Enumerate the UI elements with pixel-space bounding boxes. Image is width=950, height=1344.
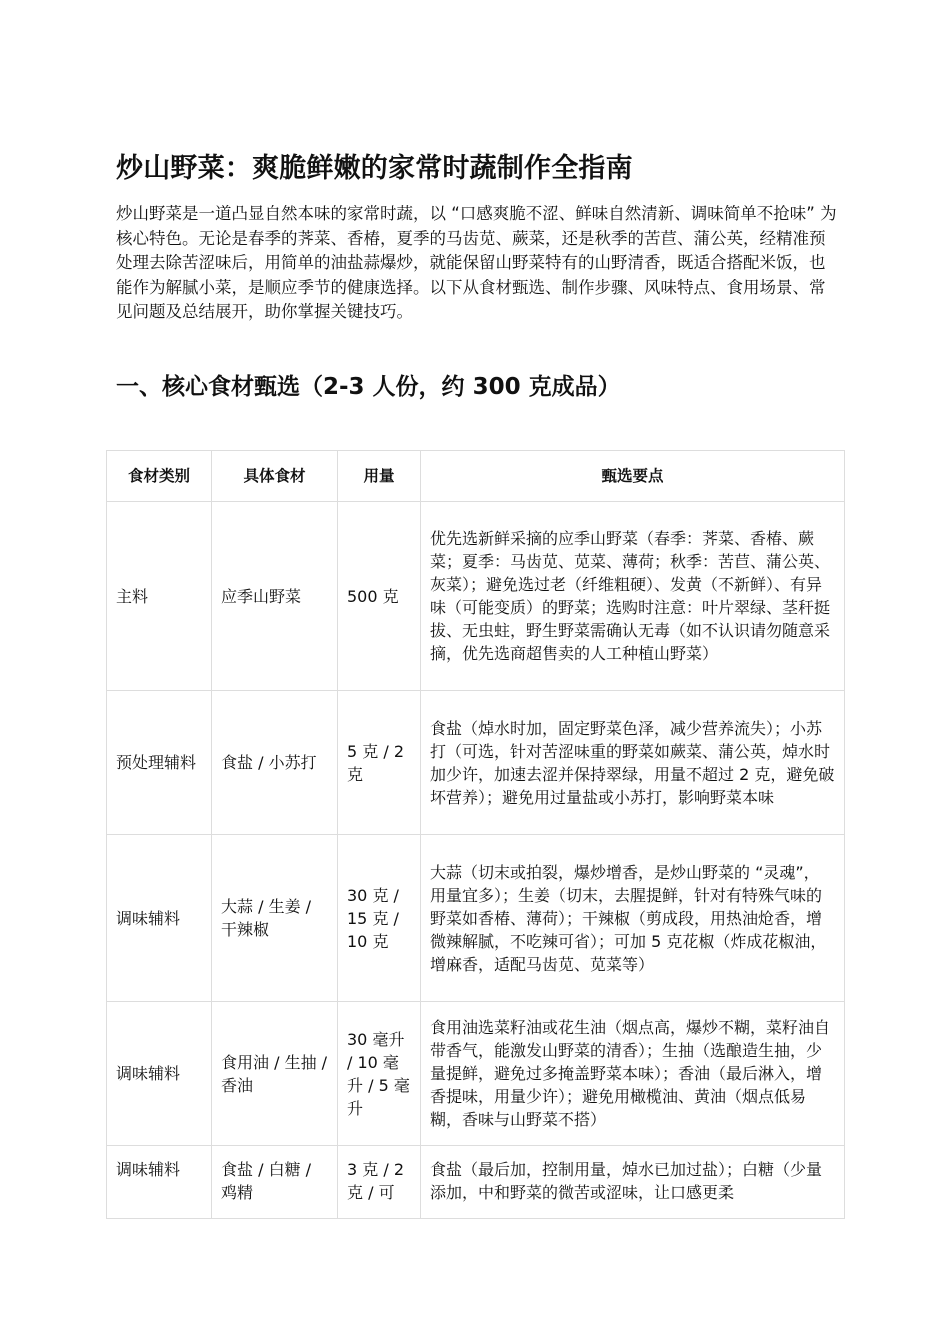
cell-ingredient: 大蒜 / 生姜 / 干辣椒: [212, 835, 338, 1002]
cell-amount: 30 克 / 15 克 / 10 克: [338, 835, 421, 1002]
cell-tips: [421, 1146, 845, 1219]
section-heading-ingredients: 一、核心食材甄选（2-3 人份，约 300 克成品）: [116, 374, 621, 400]
table-header-row: [107, 451, 845, 502]
cell-ingredient: 食用油 / 生抽 / 香油: [212, 1002, 338, 1146]
table-row: [107, 1002, 845, 1146]
cell-ingredient-text: 食盐 / 白糖 / 鸡精: [221, 1160, 312, 1202]
cell-ingredient: [212, 1146, 338, 1219]
cell-tips: 优先选新鲜采摘的应季山野菜（春季：荠菜、香椿、蕨菜；夏季：马齿苋、苋菜、薄荷；秋季：苦苣、蒲公英、灰菜）；避免选过老（纤维粗硬）、发黄（不新鲜）、有异味（可能变质）的野菜；选购时注意：叶片翠绿、茎秆挺拔、无虫蛀，野生野菜需确认无毒（如不认识请勿随意采摘，优先选商超售卖的人工种植山野菜）: [421, 502, 845, 691]
cell-ingredient: 应季山野菜: [212, 502, 338, 691]
header-category: 食材类别: [107, 451, 212, 502]
page-title: 炒山野菜：爽脆鲜嫩的家常时蔬制作全指南: [116, 153, 633, 184]
table-row: [107, 835, 845, 1002]
ingredients-table: [106, 450, 845, 1219]
header-tips: 甄选要点: [421, 451, 845, 502]
cell-category: 调味辅料: [107, 835, 212, 1002]
cell-amount: 30 毫升 / 10 毫升 / 5 毫升: [338, 1002, 421, 1146]
cell-amount: 5 克 / 2 克: [338, 691, 421, 835]
cell-category: 主料: [107, 502, 212, 691]
cell-amount-text: 3 克 / 2 克 / 可: [347, 1160, 405, 1202]
header-amount: 用量: [338, 451, 421, 502]
cell-category-text: 调味辅料: [116, 1160, 181, 1179]
cell-ingredient: 食盐 / 小苏打: [212, 691, 338, 835]
cell-tips-text: 食盐（最后加，控制用量，焯水已加过盐）；白糖（少量添加，中和野菜的微苦或涩味，让口感更柔: [430, 1160, 823, 1202]
table-row: [107, 1146, 845, 1219]
cell-tips: 大蒜（切末或拍裂，爆炒增香，是炒山野菜的 “灵魂”，用量宜多）；生姜（切末，去腥提鲜，针对有特殊气味的野菜如香椿、薄荷）；干辣椒（剪成段，用热油炝香，增微辣解腻，不吃辣可省）；可加 5 克花椒（炸成花椒油，增麻香，适配马齿苋、苋菜等）: [421, 835, 845, 1002]
cell-amount: [338, 1146, 421, 1219]
cell-tips: 食用油选菜籽油或花生油（烟点高，爆炒不糊，菜籽油自带香气，能激发山野菜的清香）；生抽（选酿造生抽，少量提鲜，避免过多掩盖野菜本味）；香油（最后淋入，增香提味，用量少许）；避免用橄榄油、黄油（烟点低易糊，香味与山野菜不搭）: [421, 1002, 845, 1146]
table-row: [107, 691, 845, 835]
cell-category: [107, 1146, 212, 1219]
cell-tips: 食盐（焯水时加，固定野菜色泽，减少营养流失）；小苏打（可选，针对苦涩味重的野菜如蕨菜、蒲公英，焯水时加少许，加速去涩并保持翠绿，用量不超过 2 克，避免破坏营养）；避免用过量盐或小苏打，影响野菜本味: [421, 691, 845, 835]
cell-category: 调味辅料: [107, 1002, 212, 1146]
intro-paragraph: 炒山野菜是一道凸显自然本味的家常时蔬，以 “口感爽脆不涩、鲜味自然清新、调味简单不抢味” 为核心特色。无论是春季的荠菜、香椿，夏季的马齿苋、蕨菜，还是秋季的苦苣、蒲公英，经精准预处理去除苦涩味后，用简单的油盐蒜爆炒，就能保留山野菜特有的山野清香，既适合搭配米饭，也能作为解腻小菜，是顺应季节的健康选择。以下从食材甄选、制作步骤、风味特点、食用场景、常见问题及总结展开，助你掌握关键技巧。: [116, 204, 837, 321]
table-row: [107, 502, 845, 691]
cell-category: 预处理辅料: [107, 691, 212, 835]
header-ingredient: 具体食材: [212, 451, 338, 502]
cell-amount: 500 克: [338, 502, 421, 691]
